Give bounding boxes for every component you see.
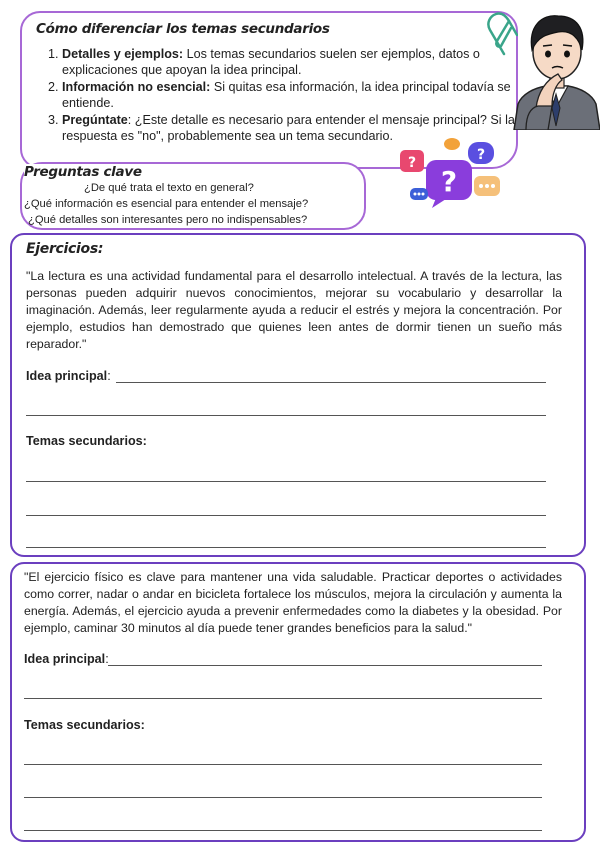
guide-title: Cómo diferenciar los temas secundarios bbox=[36, 21, 330, 37]
guide-item-term: Detalles y ejemplos: bbox=[62, 47, 184, 61]
main-idea-colon: : bbox=[107, 369, 111, 383]
guide-list bbox=[36, 46, 518, 144]
exercise-1-text: "La lectura es una actividad fundamental para el desarrollo intelectual. A través de la lectura, las personas pueden adquirir nuevos conocimientos, mejorar su vocabulario y desarrollar la imaginación. Además, leer regularmente ayuda a reducir el estrés y mejora la concentración. Por ejemplo, estudios han demostrado que quienes leen antes de dormir tienen un sueño más reparador." bbox=[26, 269, 562, 351]
question-bubbles-illustration bbox=[396, 138, 506, 208]
answer-line[interactable] bbox=[24, 698, 542, 699]
svg-text:?: ? bbox=[476, 147, 486, 163]
answer-line[interactable] bbox=[24, 830, 542, 831]
exercise-2-box bbox=[10, 562, 586, 842]
key-question: ¿Qué detalles son interesantes pero no indispensables? bbox=[28, 214, 308, 226]
answer-line-main-idea[interactable] bbox=[116, 382, 546, 383]
guide-item-text: Los temas secundarios suelen ser ejemplos, datos o explicaciones que apoyan la idea principal. bbox=[62, 47, 480, 78]
key-questions-box bbox=[20, 162, 366, 230]
main-idea-label bbox=[24, 652, 109, 666]
guide-item-text: : ¿Este detalle es necesario para entender el mensaje principal? Si la respuesta es "no", probablemente sea un tema secundario. bbox=[62, 112, 515, 144]
answer-line[interactable] bbox=[26, 415, 546, 416]
main-idea-label bbox=[26, 369, 111, 383]
exercise-2-text: "El ejercicio físico es clave para mantener una vida saludable. Practicar deportes o actividades como correr, nadar o andar en bicicleta fortalece los músculos, mejora la circulación y aumenta la energía. Además, el ejercicio ayuda a prevenir enfermedades como la diabetes y la obesidad. Por ejemplo, caminar 30 minutos al día puede tener grandes beneficios para la salud." bbox=[24, 570, 562, 635]
guide-item-number: 2. bbox=[48, 79, 59, 94]
answer-line-main-idea[interactable] bbox=[108, 665, 542, 666]
guide-item-number: 1. bbox=[48, 47, 59, 61]
key-questions-title: Preguntas clave bbox=[24, 164, 146, 180]
secondary-topics-label: Temas secundarios: bbox=[26, 434, 147, 448]
guide-item-term: Pregúntate bbox=[62, 112, 128, 127]
answer-line[interactable] bbox=[26, 515, 546, 516]
svg-text:?: ? bbox=[407, 155, 417, 171]
guide-item bbox=[48, 46, 518, 79]
guide-item-text: Si quitas esa información, la idea principal todavía se entiende. bbox=[62, 79, 511, 111]
answer-line[interactable] bbox=[24, 764, 542, 765]
secondary-topics-label: Temas secundarios: bbox=[24, 718, 145, 732]
main-idea-colon: : bbox=[105, 652, 109, 666]
exercises-title: Ejercicios: bbox=[26, 241, 104, 257]
answer-line[interactable] bbox=[26, 547, 546, 548]
key-question: ¿Qué información es esencial para entender el mensaje? bbox=[24, 198, 309, 210]
answer-line[interactable] bbox=[24, 797, 542, 798]
exercise-1-box bbox=[10, 233, 586, 557]
thinking-person-illustration bbox=[512, 8, 600, 130]
guide-item-term: Información no esencial: bbox=[62, 79, 211, 94]
main-idea-label-text: Idea principal bbox=[24, 652, 106, 666]
guide-item-number: 3. bbox=[48, 112, 59, 127]
main-idea-label-text: Idea principal bbox=[26, 369, 108, 383]
guide-item bbox=[48, 79, 518, 112]
answer-line[interactable] bbox=[26, 481, 546, 482]
svg-text:?: ? bbox=[440, 165, 458, 198]
key-question: ¿De qué trata el texto en general? bbox=[84, 182, 254, 194]
